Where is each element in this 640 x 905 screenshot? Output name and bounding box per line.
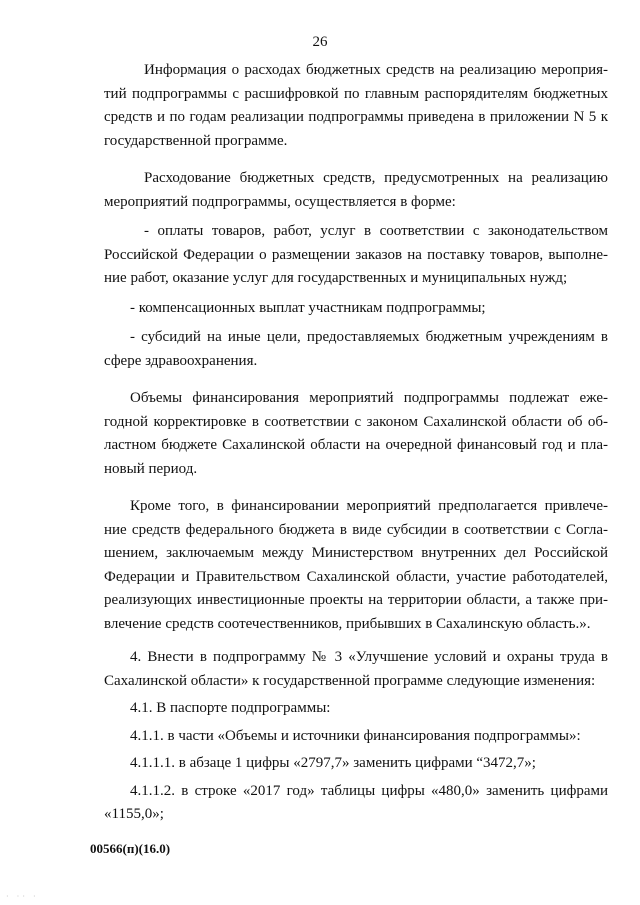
text-line: Сахалинской области» к государственной программе следующие изменения: — [104, 672, 596, 689]
text-line: 4.1. В паспорте подпрограммы: — [130, 700, 331, 716]
text-line: средств и по годам реализации подпрограммы приведена в приложении N 5 к — [104, 109, 608, 125]
text-line: «1155,0»; — [104, 806, 164, 822]
scan-artifact: · ·· · — [6, 892, 39, 901]
text-line: 4. Внести в подпрограмму № 3 «Улучшение условий и охраны труда в — [130, 649, 608, 665]
text-line: Информация о расходах бюджетных средств на реализацию мероприя- — [144, 62, 608, 78]
text-line: 4.1.1. в части «Объемы и источники финансирования подпрограммы»: — [130, 727, 581, 744]
text-line: шением, заключаемым между Министерством внутренних дел Российской — [104, 545, 608, 561]
text-line: 4.1.1.1. в абзаце 1 цифры «2797,7» заменить цифрами “3472,7»; — [130, 755, 536, 771]
text-line: сфере здравоохранения. — [104, 352, 258, 369]
text-line: мероприятий подпрограммы, осуществляется в форме: — [104, 193, 456, 210]
text-line: влечение средств соотечественников, прибывших в Сахалинскую область.». — [104, 615, 591, 632]
paragraph-funding-part — [104, 725, 608, 749]
text-line: государственной программе. — [104, 132, 288, 149]
text-line: Расходование бюджетных средств, предусмотренных на реализацию — [144, 170, 608, 186]
text-line: - оплаты товаров, работ, услуг в соответствии с законодательством — [144, 223, 608, 239]
text-line: реализующих инвестиционные проекты на территории области, а также при- — [104, 592, 608, 608]
text-line: Российской Федерации о размещении заказов на поставку товаров, выполне- — [104, 246, 608, 263]
list-item-compensation — [104, 297, 608, 321]
text-line: ние средств федерального бюджета в виде субсидии в соответствии с Согла- — [104, 521, 608, 538]
document-body — [104, 59, 608, 827]
paragraph-passport — [104, 697, 608, 721]
document-code: 00566(п)(16.0) — [90, 841, 171, 856]
text-line: ние работ, оказание услуг для государственных и муниципальных нужд; — [104, 270, 568, 286]
paragraph-spending-forms — [104, 167, 608, 214]
text-line: - субсидий на иные цели, предоставляемых бюджетным учреждениям в — [130, 329, 608, 345]
paragraph-funding-volumes — [104, 387, 608, 481]
page-number: 26 — [312, 34, 328, 50]
text-line: новый период. — [104, 460, 198, 477]
paragraph-abzac-1 — [104, 752, 608, 776]
text-line: 4.1.1.2. в строке «2017 год» таблицы цифры «480,0» заменить цифрами — [130, 782, 608, 799]
text-line: тий подпрограммы с расшифровкой по главным распорядителям бюджетных — [104, 85, 608, 102]
paragraph-federal-funding — [104, 495, 608, 636]
paragraph-amend-subprogram-3 — [104, 646, 608, 693]
paragraph-row-2017 — [104, 780, 608, 827]
list-item-payment — [104, 220, 608, 291]
text-line: Объемы финансирования мероприятий подпрограммы подлежат еже- — [130, 390, 608, 406]
text-line: Кроме того, в финансировании мероприятий предполагается привлече- — [130, 498, 608, 514]
text-line: Федерации и Правительством Сахалинской области, участие работодателей, — [104, 568, 608, 585]
text-line: - компенсационных выплат участникам подпрограммы; — [130, 299, 486, 316]
list-item-subsidies — [104, 326, 608, 373]
text-line: ластном бюджете Сахалинской области на очередной финансовый год и пла- — [104, 437, 608, 453]
paragraph-expenditure-info — [104, 59, 608, 153]
text-line: годной корректировке в соответствии с законом Сахалинской области об об- — [104, 413, 608, 430]
